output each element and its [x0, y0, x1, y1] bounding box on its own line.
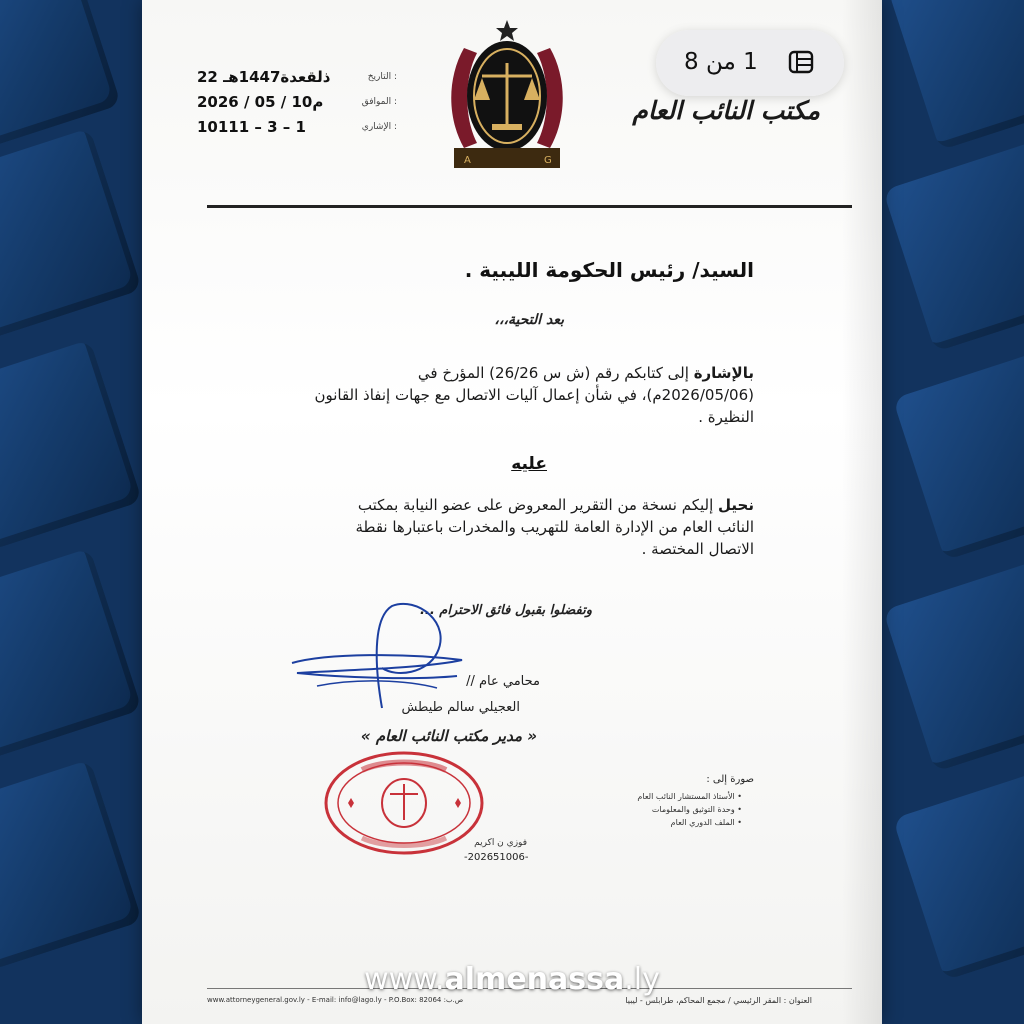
addressee: السيد/ رئيس الحكومة الليبية .: [464, 258, 754, 282]
svg-text:A: A: [464, 155, 471, 166]
paragraph2-lead: نحيل: [718, 496, 754, 514]
document-author: فوزي ن اكريم: [474, 838, 527, 848]
footer-address: العنوان : المقر الرئيسي / مجمع المحاكم، طرابلس - ليبيا: [625, 996, 812, 1005]
list-item: • وحدة التوثيق والمعلومات: [492, 803, 742, 816]
document-page: [142, 0, 882, 1024]
corresponding-label: الموافق :: [361, 97, 397, 107]
watermark-brand: almenassa: [444, 962, 625, 997]
office-letterhead: مكتب النائب العام: [632, 96, 820, 125]
official-stamp-icon: [322, 748, 487, 858]
hijri-date: 22 ذلقعدة1447هـ: [197, 68, 331, 86]
greeting: بعد التحية،،،: [494, 312, 564, 328]
closing-line: وتفضلوا بقبول فائق الاحترام ...: [419, 603, 592, 618]
footer-contact: www.attorneygeneral.gov.ly - E-mail: info@lago.ly - P.O.Box: 82064 :ص.ب: [207, 996, 464, 1004]
date-label: التاريخ :: [367, 72, 397, 82]
section-heading: عليه: [511, 454, 547, 474]
signatory-title: محامي عام //: [466, 674, 540, 689]
meta-reference-row: [197, 118, 407, 143]
watermark-prefix: www.: [364, 962, 445, 997]
gregorian-date: 2026 / 05 / 10م: [197, 93, 324, 111]
svg-text:G: G: [544, 155, 552, 166]
paragraph-reference: [314, 362, 754, 428]
signatory-name: العجيلي سالم طيطش: [401, 700, 520, 715]
site-watermark: [0, 962, 1024, 997]
reference-label: الإشاري :: [361, 122, 397, 132]
signatory-role: « مدير مكتب النائب العام »: [360, 727, 537, 745]
reference-number: 10111 – 3 – 1: [197, 118, 306, 136]
watermark-suffix: .ly: [624, 962, 660, 997]
meta-date-row: [197, 68, 407, 93]
page-indicator[interactable]: [656, 30, 844, 96]
list-item: • الملف الدوري العام: [492, 816, 742, 829]
header-divider: [207, 205, 852, 208]
document-number: -202651006-: [464, 852, 529, 863]
paragraph1-lead: بالإشارة: [693, 364, 754, 382]
copies-list: [492, 790, 742, 829]
attorney-general-emblem-icon: [442, 18, 572, 173]
paragraph1-body: إلى كتابكم رقم (ش س 26/26) المؤرخ في (2026/05/06م)، في شأن إعمال آليات الاتصال مع جهات إنفاذ القانون النظيرة .: [314, 364, 754, 426]
copies-title: صورة إلى :: [706, 774, 754, 785]
meta-gregorian-row: [197, 93, 407, 118]
gallery-icon: [788, 50, 814, 74]
letter-meta: [197, 68, 407, 143]
paragraph-referral: [354, 494, 754, 560]
page-shadow: [842, 0, 882, 1024]
list-item: • الأستاذ المستشار النائب العام: [492, 790, 742, 803]
page-indicator-label: 1 من 8: [684, 49, 758, 75]
paragraph2-body: إليكم نسخة من التقرير المعروض على عضو النيابة بمكتب النائب العام من الإدارة العامة للتهريب والمخدرات باعتبارها نقطة الاتصال المختصة .: [355, 496, 754, 558]
